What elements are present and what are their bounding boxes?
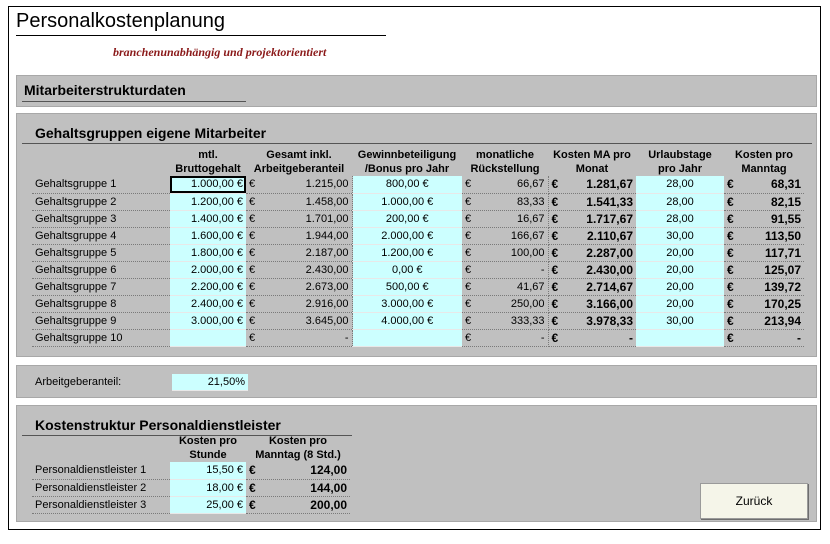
- daily-cost-cell-value: 117,71: [764, 245, 801, 260]
- provider-daily-cost-cell: [246, 462, 350, 479]
- total-cost-cell-value: 1.215,00: [305, 178, 349, 191]
- total-cost-cell-value: 1.458,00: [305, 195, 349, 208]
- monthly-reserve-cell: [462, 295, 548, 312]
- provider-daily-cost-cell-value: 200,00: [310, 497, 347, 512]
- app-title: Personalkostenplanung: [16, 10, 226, 32]
- total-cost-cell: [246, 295, 352, 312]
- vacation-days-input[interactable]: 30,00: [636, 312, 724, 329]
- column-header: [636, 148, 724, 176]
- column-header: [724, 148, 804, 176]
- monthly-reserve-cell: [462, 210, 548, 227]
- monthly-cost-cell-value: 1.281,67: [586, 177, 633, 192]
- euro-symbol: €: [465, 280, 472, 293]
- column-header-line1: mtl.: [198, 149, 218, 161]
- euro-symbol: €: [465, 314, 472, 327]
- vacation-days-input[interactable]: 20,00: [636, 244, 724, 261]
- monthly-cost-cell: [548, 193, 636, 210]
- column-header-line2: Monat: [575, 163, 609, 175]
- column-header-line1: Gesamt inkl.: [266, 149, 332, 161]
- bonus-input[interactable]: 3.000,00 €: [352, 295, 462, 312]
- monthly-cost-cell: [548, 261, 636, 278]
- total-cost-cell: [246, 244, 352, 261]
- daily-cost-cell: [724, 176, 804, 193]
- monthly-reserve-cell: [462, 329, 548, 346]
- monthly-reserve-cell-value: 83,33: [516, 195, 545, 208]
- euro-symbol: €: [727, 194, 734, 209]
- gross-salary-input[interactable]: 1.400,00 €: [170, 210, 246, 227]
- monthly-cost-cell: [548, 295, 636, 312]
- daily-cost-cell: [724, 227, 804, 244]
- euro-symbol: €: [727, 279, 734, 294]
- euro-symbol: €: [249, 246, 256, 259]
- monthly-reserve-cell-value: 66,67: [516, 178, 545, 191]
- monthly-reserve-cell-value: -: [540, 331, 545, 344]
- euro-symbol: €: [551, 313, 559, 328]
- monthly-reserve-cell: [462, 261, 548, 278]
- euro-symbol: €: [249, 297, 256, 310]
- salary-header-row: [32, 148, 804, 176]
- salary-group-row: [32, 295, 804, 312]
- column-header: [246, 148, 352, 176]
- monthly-reserve-cell-value: 166,67: [510, 229, 545, 242]
- daily-cost-cell: [724, 210, 804, 227]
- daily-cost-cell: [724, 193, 804, 210]
- total-cost-cell-value: 1.944,00: [305, 229, 349, 242]
- vacation-days-input[interactable]: 30,00: [636, 227, 724, 244]
- column-header-line1: Kosten MA pro: [553, 149, 631, 161]
- salary-group-label: Gehaltsgruppe 6: [32, 261, 170, 278]
- gross-salary-input[interactable]: 2.000,00 €: [170, 261, 246, 278]
- total-cost-cell-value: -: [344, 331, 349, 344]
- monthly-reserve-cell-value: 41,67: [516, 280, 545, 293]
- euro-symbol: €: [727, 262, 734, 277]
- daily-cost-cell-value: 213,94: [764, 313, 801, 328]
- euro-symbol: €: [551, 330, 559, 345]
- salary-group-row: [32, 227, 804, 244]
- column-header-line1: Kosten pro: [178, 435, 238, 447]
- total-cost-cell-value: 1.701,00: [305, 212, 349, 225]
- hourly-cost-input[interactable]: 25,00 €: [170, 496, 246, 513]
- gross-salary-input[interactable]: 1.600,00 €: [170, 227, 246, 244]
- total-cost-cell-value: 3.645,00: [305, 314, 349, 327]
- euro-symbol: €: [249, 331, 256, 344]
- euro-symbol: €: [465, 195, 472, 208]
- monthly-cost-cell-value: 2.430,00: [586, 262, 633, 277]
- monthly-reserve-cell-value: 333,33: [510, 314, 545, 327]
- employer-share-panel: [16, 365, 817, 398]
- bonus-input[interactable]: 1.000,00 €: [352, 193, 462, 210]
- monthly-cost-cell-value: 1.717,67: [586, 211, 633, 226]
- column-header-line1: Kosten pro: [734, 149, 794, 161]
- bonus-input[interactable]: 0,00 €: [352, 261, 462, 278]
- column-header-line2: Manntag (8 Std.): [255, 449, 341, 461]
- daily-cost-cell: [724, 312, 804, 329]
- total-cost-cell: [246, 312, 352, 329]
- structure-data-band: [16, 75, 817, 107]
- provider-label: Personaldienstleister 1: [32, 462, 170, 479]
- salary-group-label: Gehaltsgruppe 8: [32, 295, 170, 312]
- salary-group-row: [32, 193, 804, 210]
- bonus-input[interactable]: 500,00 €: [352, 278, 462, 295]
- euro-symbol: €: [727, 177, 734, 192]
- salary-groups-underline: [22, 143, 812, 144]
- daily-cost-cell: [724, 329, 804, 346]
- euro-symbol: €: [465, 178, 472, 191]
- vacation-days-input[interactable]: 20,00: [636, 278, 724, 295]
- euro-symbol: €: [727, 313, 734, 328]
- column-header-line2: Rückstellung: [470, 163, 540, 175]
- salary-group-row: [32, 244, 804, 261]
- total-cost-cell: [246, 193, 352, 210]
- back-button[interactable]: Zurück: [700, 483, 808, 519]
- monthly-cost-cell: [548, 312, 636, 329]
- gross-salary-input[interactable]: 1.200,00 €: [170, 193, 246, 210]
- provider-daily-cost-cell: [246, 479, 350, 496]
- daily-cost-cell-value: 113,50: [764, 228, 801, 243]
- monthly-cost-cell-value: -: [629, 330, 633, 345]
- column-header-line1: Gewinnbeteiligung: [357, 149, 457, 161]
- daily-cost-cell-value: -: [797, 330, 801, 345]
- bonus-input[interactable]: 800,00 €: [352, 176, 462, 193]
- salary-group-row: [32, 329, 804, 346]
- euro-symbol: €: [465, 263, 472, 276]
- provider-daily-cost-cell-value: 124,00: [310, 463, 347, 478]
- salary-group-label: Gehaltsgruppe 10: [32, 329, 170, 346]
- column-header-line2: /Bonus pro Jahr: [364, 163, 450, 175]
- total-cost-cell: [246, 278, 352, 295]
- euro-symbol: €: [249, 229, 256, 242]
- salary-groups-title: Gehaltsgruppen eigene Mitarbeiter: [35, 125, 267, 141]
- daily-cost-cell-value: 139,72: [764, 279, 801, 294]
- euro-symbol: €: [249, 463, 256, 478]
- salary-group-label: Gehaltsgruppe 5: [32, 244, 170, 261]
- monthly-reserve-cell-value: 16,67: [516, 212, 545, 225]
- structure-data-title: Mitarbeiterstrukturdaten: [24, 82, 186, 98]
- euro-symbol: €: [249, 178, 256, 191]
- vacation-days-input[interactable]: 20,00: [636, 261, 724, 278]
- column-header: [170, 434, 246, 462]
- daily-cost-cell-value: 68,31: [770, 177, 801, 192]
- monthly-cost-cell: [548, 278, 636, 295]
- monthly-cost-cell: [548, 227, 636, 244]
- euro-symbol: €: [727, 296, 734, 311]
- salary-group-label: Gehaltsgruppe 7: [32, 278, 170, 295]
- provider-row: [32, 479, 350, 496]
- salary-groups-table: [32, 148, 804, 347]
- gross-salary-input[interactable]: 1.800,00 €: [170, 244, 246, 261]
- daily-cost-cell-value: 125,07: [764, 262, 801, 277]
- monthly-cost-cell-value: 1.541,33: [586, 194, 633, 209]
- euro-symbol: €: [727, 330, 734, 345]
- daily-cost-cell: [724, 295, 804, 312]
- provider-label: Personaldienstleister 2: [32, 479, 170, 496]
- total-cost-cell-value: 2.430,00: [305, 263, 349, 276]
- column-header: [548, 148, 636, 176]
- salary-group-row: [32, 278, 804, 295]
- monthly-reserve-cell: [462, 227, 548, 244]
- euro-symbol: €: [727, 228, 734, 243]
- monthly-reserve-cell: [462, 176, 548, 193]
- bonus-input[interactable]: [352, 329, 462, 346]
- column-header-line1: monatliche: [475, 149, 535, 161]
- euro-symbol: €: [551, 211, 559, 226]
- daily-cost-cell-value: 91,55: [770, 211, 801, 226]
- euro-symbol: €: [551, 296, 559, 311]
- euro-symbol: €: [551, 228, 559, 243]
- salary-group-label: Gehaltsgruppe 2: [32, 193, 170, 210]
- euro-symbol: €: [551, 262, 559, 277]
- vacation-days-input[interactable]: 28,00: [636, 176, 724, 193]
- bonus-input[interactable]: 4.000,00 €: [352, 312, 462, 329]
- bonus-input[interactable]: 1.200,00 €: [352, 244, 462, 261]
- salary-group-row: [32, 312, 804, 329]
- provider-daily-cost-cell-value: 144,00: [310, 480, 347, 495]
- column-header-line2: Arbeitgeberanteil: [253, 163, 345, 175]
- gross-salary-input[interactable]: 2.400,00 €: [170, 295, 246, 312]
- structure-data-underline: [22, 101, 246, 102]
- total-cost-cell: [246, 261, 352, 278]
- monthly-reserve-cell: [462, 193, 548, 210]
- salary-group-row: [32, 210, 804, 227]
- monthly-cost-cell: [548, 210, 636, 227]
- monthly-reserve-cell: [462, 278, 548, 295]
- total-cost-cell: [246, 227, 352, 244]
- gross-salary-input[interactable]: [170, 329, 246, 346]
- title-underline: [16, 35, 386, 36]
- column-header-line2: pro Jahr: [657, 163, 702, 175]
- employer-share-input[interactable]: 21,50%: [172, 374, 248, 391]
- euro-symbol: €: [465, 331, 472, 344]
- provider-label: Personaldienstleister 3: [32, 496, 170, 513]
- euro-symbol: €: [727, 211, 734, 226]
- monthly-cost-cell: [548, 176, 636, 193]
- monthly-cost-cell-value: 3.978,33: [586, 313, 633, 328]
- vacation-days-input[interactable]: [636, 329, 724, 346]
- daily-cost-cell: [724, 278, 804, 295]
- monthly-reserve-cell: [462, 312, 548, 329]
- gross-salary-input[interactable]: 1.000,00 €: [170, 176, 246, 193]
- app-subtitle: branchenunabhängig und projektorientiert: [113, 45, 327, 59]
- euro-symbol: €: [465, 297, 472, 310]
- column-header-line1: Kosten pro: [268, 435, 328, 447]
- monthly-reserve-cell-value: 250,00: [510, 297, 545, 310]
- monthly-reserve-cell-value: 100,00: [510, 246, 545, 259]
- euro-symbol: €: [465, 229, 472, 242]
- monthly-reserve-cell-value: -: [540, 263, 545, 276]
- vacation-days-input[interactable]: 28,00: [636, 210, 724, 227]
- column-header-line2: Manntag: [741, 163, 787, 175]
- euro-symbol: €: [465, 246, 472, 259]
- euro-symbol: €: [727, 245, 734, 260]
- euro-symbol: €: [249, 195, 256, 208]
- providers-title: Kostenstruktur Personaldienstleister: [35, 417, 281, 433]
- total-cost-cell: [246, 176, 352, 193]
- daily-cost-cell-value: 170,25: [764, 296, 801, 311]
- salary-group-label: Gehaltsgruppe 4: [32, 227, 170, 244]
- column-header: [352, 148, 462, 176]
- euro-symbol: €: [551, 177, 559, 192]
- column-header: [170, 148, 246, 176]
- daily-cost-cell-value: 82,15: [770, 194, 801, 209]
- column-header-line2: Bruttogehalt: [175, 163, 241, 175]
- monthly-cost-cell-value: 3.166,00: [586, 296, 633, 311]
- bonus-input[interactable]: 200,00 €: [352, 210, 462, 227]
- vacation-days-input[interactable]: 28,00: [636, 193, 724, 210]
- provider-row: [32, 462, 350, 479]
- hourly-cost-input[interactable]: 15,50 €: [170, 462, 246, 479]
- euro-symbol: €: [249, 212, 256, 225]
- monthly-cost-cell: [548, 244, 636, 261]
- euro-symbol: €: [551, 194, 559, 209]
- column-header: [246, 434, 350, 462]
- provider-header-row: [32, 434, 350, 462]
- euro-symbol: €: [551, 279, 559, 294]
- monthly-cost-cell-value: 2.110,67: [586, 228, 633, 243]
- salary-group-row: [32, 261, 804, 278]
- salary-group-label: Gehaltsgruppe 3: [32, 210, 170, 227]
- employer-share-label: Arbeitgeberanteil:: [35, 376, 122, 388]
- providers-table: [32, 434, 350, 514]
- monthly-cost-cell: [548, 329, 636, 346]
- euro-symbol: €: [249, 480, 256, 495]
- monthly-reserve-cell: [462, 244, 548, 261]
- euro-symbol: €: [249, 263, 256, 276]
- daily-cost-cell: [724, 261, 804, 278]
- total-cost-cell-value: 2.916,00: [305, 297, 349, 310]
- euro-symbol: €: [551, 245, 559, 260]
- salary-group-row: [32, 176, 804, 193]
- euro-symbol: €: [249, 497, 256, 512]
- daily-cost-cell: [724, 244, 804, 261]
- total-cost-cell-value: 2.187,00: [305, 246, 349, 259]
- column-header: [462, 148, 548, 176]
- total-cost-cell-value: 2.673,00: [305, 280, 349, 293]
- provider-row: [32, 496, 350, 513]
- total-cost-cell: [246, 210, 352, 227]
- salary-group-label: Gehaltsgruppe 1: [32, 176, 170, 193]
- column-header-line1: Urlaubstage: [648, 149, 712, 161]
- gross-salary-input[interactable]: 3.000,00 €: [170, 312, 246, 329]
- euro-symbol: €: [249, 280, 256, 293]
- monthly-cost-cell-value: 2.287,00: [586, 245, 633, 260]
- euro-symbol: €: [249, 314, 256, 327]
- monthly-cost-cell-value: 2.714,67: [586, 279, 633, 294]
- bonus-input[interactable]: 2.000,00 €: [352, 227, 462, 244]
- total-cost-cell: [246, 329, 352, 346]
- hourly-cost-input[interactable]: 18,00 €: [170, 479, 246, 496]
- gross-salary-input[interactable]: 2.200,00 €: [170, 278, 246, 295]
- salary-group-label: Gehaltsgruppe 9: [32, 312, 170, 329]
- vacation-days-input[interactable]: 20,00: [636, 295, 724, 312]
- column-header-line2: Stunde: [189, 449, 227, 461]
- provider-daily-cost-cell: [246, 496, 350, 513]
- euro-symbol: €: [465, 212, 472, 225]
